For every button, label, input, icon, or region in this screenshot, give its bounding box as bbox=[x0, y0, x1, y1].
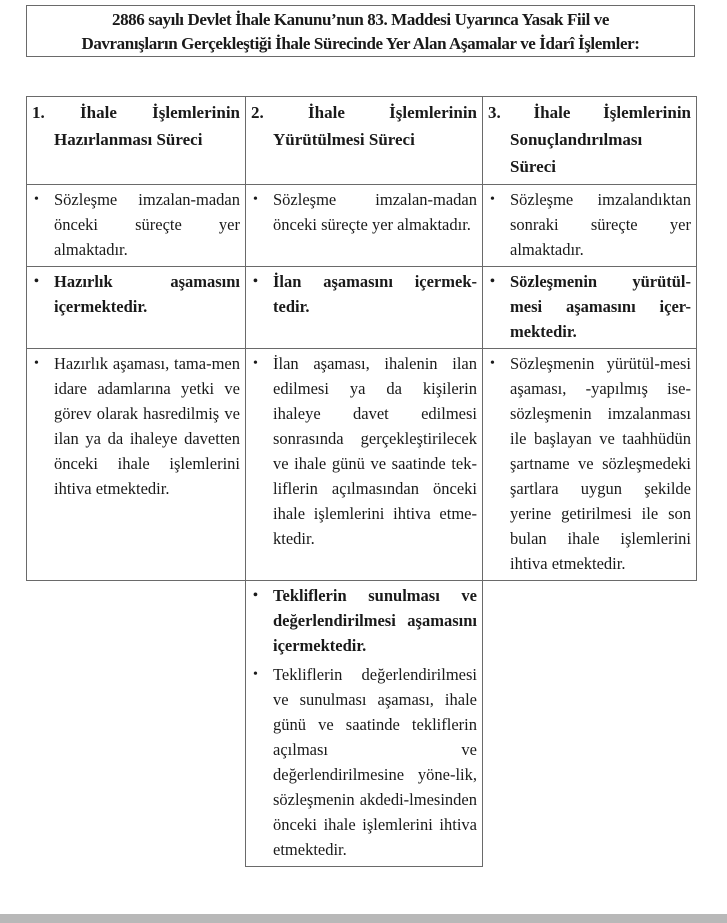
table-cell bbox=[246, 349, 483, 581]
item-text: Tekliflerin sunulması ve değerlendirilmesi aşamasını içermektedir. bbox=[273, 586, 477, 655]
table-header-row bbox=[27, 97, 697, 185]
table-row bbox=[27, 581, 697, 867]
item-text: Sözleşme imzalan-madan önceki süreçte yer almaktadır. bbox=[273, 190, 477, 234]
item-text: Tekliflerin değerlendirilmesi ve sunulması aşaması, ihale günü ve saatinde tekliflerin açılması ve değerlendirilmesine yöne-lik, sözleşmenin akdedi-lmesinden önceki ihale işlemlerini ihtiva etmektedir. bbox=[273, 665, 477, 859]
list-item bbox=[251, 351, 477, 551]
process-table bbox=[26, 96, 697, 867]
bullet-icon: • bbox=[34, 192, 39, 207]
bullet-icon: • bbox=[253, 356, 258, 371]
table-cell bbox=[246, 185, 483, 267]
list-item bbox=[488, 269, 691, 344]
title-line-2: Davranışların Gerçekleştiği İhale Sürecinde Yer Alan Aşamalar ve İdarî İşlemler: bbox=[81, 34, 640, 53]
header-cell bbox=[27, 97, 246, 185]
bullet-icon: • bbox=[253, 588, 258, 603]
header-cell bbox=[483, 97, 697, 185]
header-execution: 2. İhale İşlemlerinin Yürütülmesi Süreci bbox=[251, 103, 477, 149]
item-text: Sözleşmenin yürütül-mesi aşaması, -yapılmış ise- sözleşmenin imzalanması ile başlayan ve taahhüdün şartname ve sözleşmedeki şartlara uygun şekilde yerine getirilmesi ile son bulan ihale işlemlerini ihtiva etmektedir. bbox=[510, 354, 691, 573]
bottom-divider-bar bbox=[0, 914, 727, 923]
list-item bbox=[251, 269, 477, 319]
table-cell bbox=[483, 185, 697, 267]
table-cell bbox=[246, 267, 483, 349]
empty-cell bbox=[483, 581, 697, 867]
header-preparation: 1. İhale İşlemlerinin Hazırlanması Süreci bbox=[32, 103, 240, 149]
table-cell bbox=[483, 349, 697, 581]
item-text: Sözleşme imzalan-madan önceki süreçte yer almaktadır. bbox=[54, 190, 240, 259]
table-cell bbox=[483, 267, 697, 349]
list-item bbox=[32, 351, 240, 501]
bullet-icon: • bbox=[490, 356, 495, 371]
bullet-icon: • bbox=[253, 192, 258, 207]
table-cell bbox=[27, 349, 246, 581]
item-text: Sözleşmenin yürütül-mesi aşamasını içer-mektedir. bbox=[510, 272, 691, 341]
bullet-icon: • bbox=[34, 356, 39, 371]
table-row bbox=[27, 349, 697, 581]
table-row bbox=[27, 185, 697, 267]
list-item bbox=[488, 351, 691, 576]
bullet-icon: • bbox=[34, 274, 39, 289]
header-cell bbox=[246, 97, 483, 185]
bullet-icon: • bbox=[253, 274, 258, 289]
title-line-1: 2886 sayılı Devlet İhale Kanunu’nun 83. Maddesi Uyarınca Yasak Fiil ve bbox=[111, 10, 609, 29]
empty-cell bbox=[27, 581, 246, 867]
list-item bbox=[32, 187, 240, 262]
document-title bbox=[26, 5, 695, 57]
bullet-icon: • bbox=[490, 192, 495, 207]
item-text: Hazırlık aşamasını içermektedir. bbox=[54, 272, 240, 316]
item-text: Hazırlık aşaması, tama-men idare adamlarına yetki ve görev olarak hasredilmiş ve ilan ya da ihaleye davetten önceki ihale işlemlerini ihtiva etmektedir. bbox=[54, 354, 240, 498]
bullet-icon: • bbox=[490, 274, 495, 289]
list-item bbox=[251, 187, 477, 237]
list-item bbox=[251, 662, 477, 862]
table-cell bbox=[27, 185, 246, 267]
item-text: Sözleşme imzalandıktan sonraki süreçte yer almaktadır. bbox=[510, 190, 691, 259]
item-text: İlan aşamasını içermek-tedir. bbox=[273, 272, 477, 316]
list-item bbox=[488, 187, 691, 262]
table-cell bbox=[27, 267, 246, 349]
list-item bbox=[32, 269, 240, 319]
list-item bbox=[251, 583, 477, 658]
table-row bbox=[27, 267, 697, 349]
bullet-icon: • bbox=[253, 667, 258, 682]
item-text: İlan aşaması, ihalenin ilan edilmesi ya da kişilerin ihaleye davet edilmesi sonrasında gerçekleştirilecek ve ihale günü ve saatinde tek-liflerin açılmasından önceki ihale işlemlerini ihtiva etme-ktedir. bbox=[273, 354, 477, 548]
header-conclusion: 3. İhale İşlemlerinin Sonuçlandırılması Süreci bbox=[488, 103, 691, 176]
table-cell bbox=[246, 581, 483, 867]
